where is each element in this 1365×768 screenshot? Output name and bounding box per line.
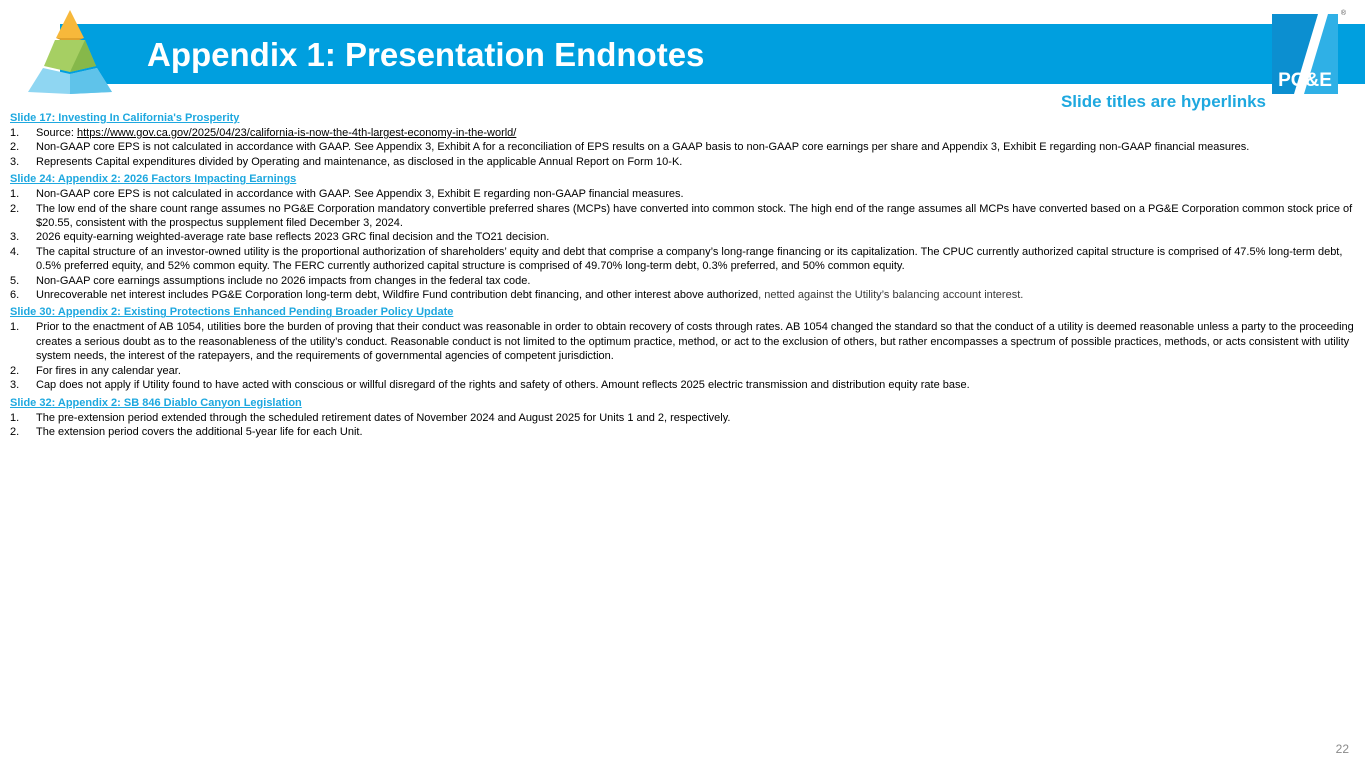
hyperlink-note: Slide titles are hyperlinks [1060, 92, 1266, 111]
note-item: 3. 2026 equity-earning weighted-average rate base reflects 2023 GRC final decision and the TO21 decision. [10, 231, 550, 244]
note-item: 5. Non-GAAP core earnings assumptions include no 2026 impacts from changes in the federal tax code. [10, 274, 531, 287]
registered-mark: ® [1340, 10, 1346, 17]
logo-text: PG&E [1278, 70, 1332, 91]
page-title: Appendix 1: Presentation Endnotes [147, 36, 705, 73]
note-item: 1. Non-GAAP core EPS is not calculated in accordance with GAAP. See Appendix 3, Exhibit E regarding non-GAAP financial measures. [10, 188, 684, 201]
slide-17-link[interactable]: Slide 17: Investing In California's Prosperity [10, 112, 240, 124]
note-item: 2. Non-GAAP core EPS is not calculated in accordance with GAAP. See Appendix 3, Exhibit A for a reconciliation of EPS results on a GAAP basis to non-GAAP core earnings per share and Appendix 3, Exhibit E regarding non-GAAP financial measures. [10, 141, 1250, 154]
section-slide-24 [10, 169, 1355, 302]
note-item: 2. For fires in any calendar year. [10, 364, 181, 377]
note-item: 6. Unrecoverable net interest includes PG&E Corporation long-term debt, Wildfire Fund contribution debt financing, and other interest above authorized, netted against the Utility’s balancing account interest. [10, 289, 1024, 302]
endnotes-list [10, 108, 1355, 439]
note-item: 1. The pre-extension period extended through the scheduled retirement dates of November 2024 and August 2025 for Units 1 and 2, respectively. [10, 411, 731, 424]
note-item: 1. Prior to the enactment of AB 1054, utilities bore the burden of proving that their conduct was reasonable in order to obtain recovery of costs through rates. AB 1054 changed the standard so that the conduct of a utility is deemed reasonable unless a party to the proceeding creates a serious doubt as to the reasonableness of the utility’s conduct. Reasonable conduct is not limited to the optimum practice, method, or act to the exclusion of others, but rather encompasses a spectrum of possible practices, methods, or acts consistent with utility system needs, the interest of the ratepayers, and the requirements of governmental agencies of competent jurisdiction. [10, 321, 1354, 363]
note-item: 3. Cap does not apply if Utility found to have acted with conscious or willful disregard of the rights and safety of others. Amount reflects 2025 electric transmission and distribution equity rate base. [10, 379, 970, 392]
section-slide-17 [10, 108, 1355, 169]
note-item: 2. The low end of the share count range assumes no PG&E Corporation mandatory convertible preferred shares (MCPs) have converted into common stock. The high end of the range assumes all MCPs have converted based on a PG&E Corporation common stock price of $20.55, consistent with the prospectus supplement filed December 3, 2024. [10, 202, 1353, 230]
source-url-link[interactable]: https://www.gov.ca.gov/2025/04/23/california-is-now-the-4th-largest-economy-in-the-world/ [76, 127, 517, 139]
note-item: 3. Represents Capital expenditures divided by Operating and maintenance, as disclosed in the applicable Annual Report on Form 10-K. [10, 155, 683, 168]
pyramid-icon [22, 8, 118, 94]
note-item: 1. Source: https://www.gov.ca.gov/2025/04/23/california-is-now-the-4th-largest-economy-in-the-world/ [10, 127, 517, 139]
slide-24-link[interactable]: Slide 24: Appendix 2: 2026 Factors Impacting Earnings [10, 173, 297, 186]
section-slide-30 [10, 302, 1355, 392]
slide-30-link[interactable]: Slide 30: Appendix 2: Existing Protections Enhanced Pending Broader Policy Update [10, 306, 454, 319]
note-item: 4. The capital structure of an investor-owned utility is the proportional authorization of shareholders’ equity and debt that comprise a company’s long-range financing or its capitalization. The CPUC currently authorized capital structure is comprised of 47.5% long-term debt, 0.5% preferred equity, and 52% common equity. The FERC currently authorized capital structure is comprised of 49.70% long-term debt, 0.3% preferred, and 50% common equity. [10, 245, 1343, 273]
pge-logo [1270, 10, 1346, 94]
section-slide-32 [10, 393, 1355, 440]
slide-32-link[interactable]: Slide 32: Appendix 2: SB 846 Diablo Canyon Legislation [10, 396, 302, 409]
note-item: 2. The extension period covers the additional 5-year life for each Unit. [10, 425, 363, 438]
page-number: 22 [1335, 742, 1349, 756]
